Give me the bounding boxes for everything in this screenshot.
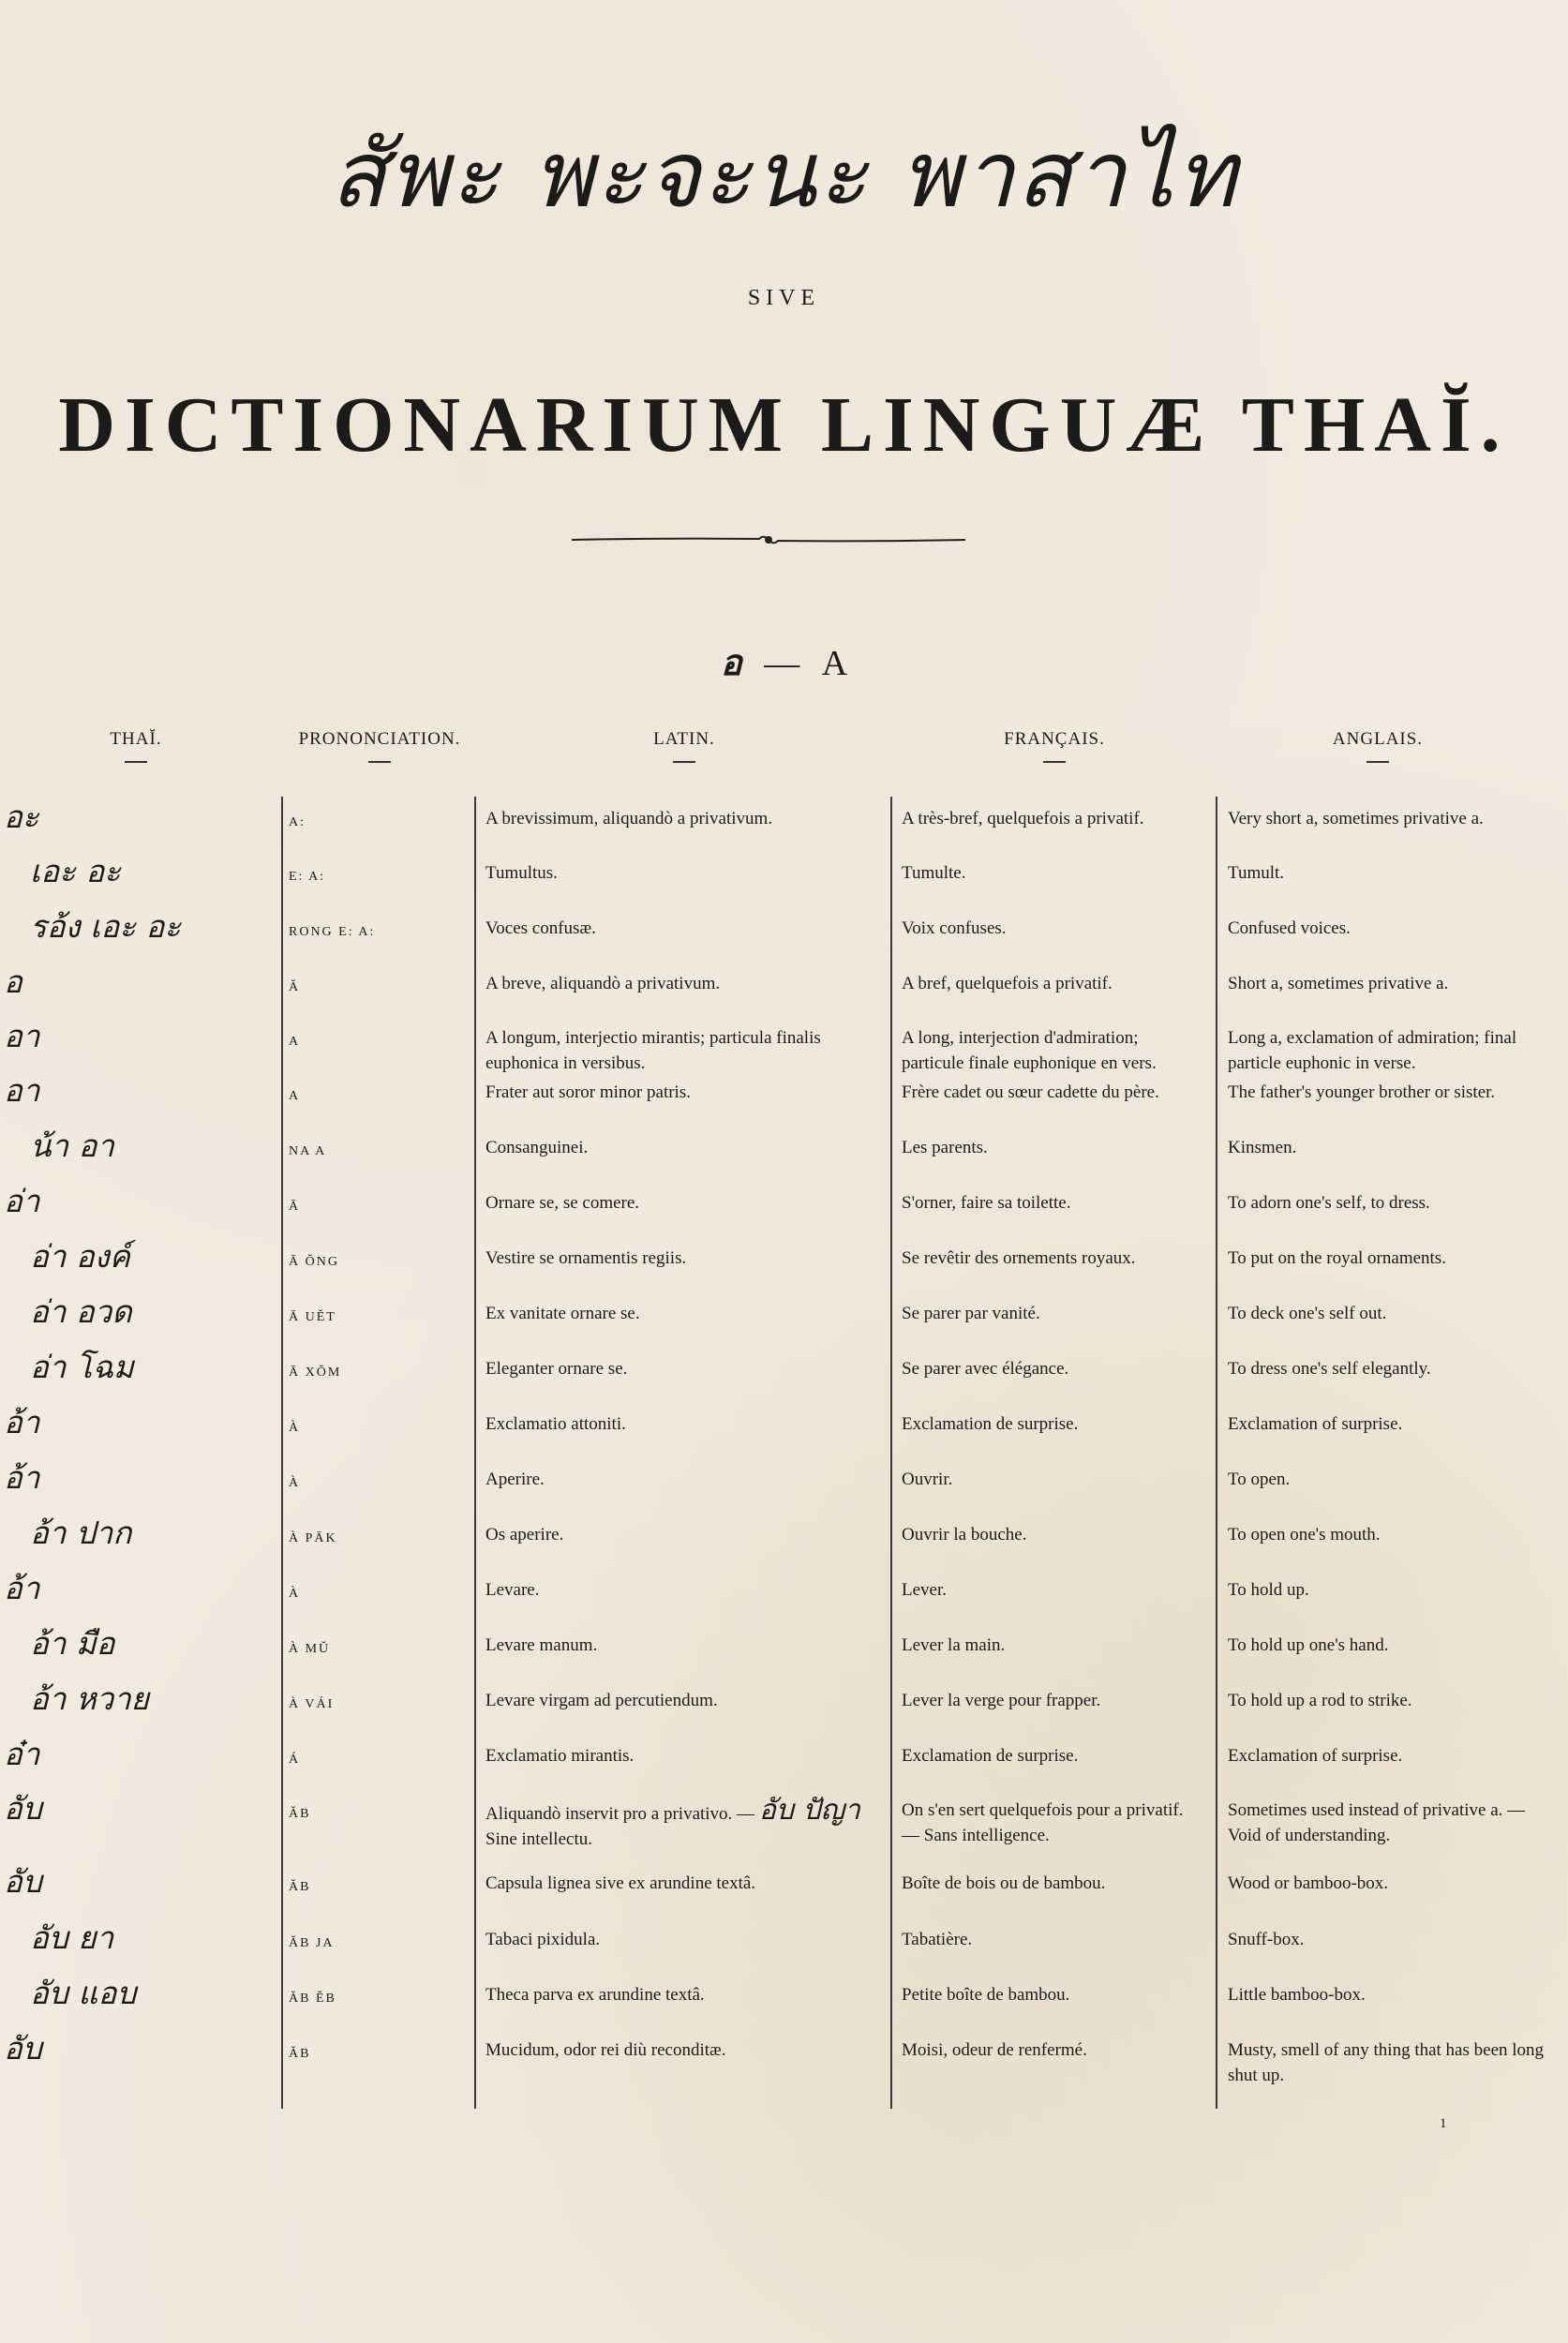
- column-rule: [281, 797, 283, 2109]
- entry-english: To open one's mouth.: [1228, 1525, 1381, 1545]
- entry-french: Exclamation de surprise.: [902, 1746, 1079, 1766]
- entry-pronunciation: À VÁI: [289, 1697, 335, 1711]
- entry-latin: Voces confusæ.: [485, 918, 596, 938]
- entry-english: Little bamboo-box.: [1228, 1985, 1366, 2005]
- entry-thai: อ้า: [4, 1404, 40, 1440]
- entry-french: Boîte de bois ou de bambou.: [902, 1873, 1106, 1893]
- entry-thai: อ่า องค์: [30, 1238, 130, 1275]
- entry-pronunciation: Ā ŎNG: [289, 1255, 339, 1269]
- entry-french: Voix confuses.: [902, 918, 1007, 938]
- entry-english: To hold up one's hand.: [1228, 1635, 1389, 1655]
- entry-french: On s'en sert quelquefois pour a privatif. — Sans intelligence.: [902, 1800, 1184, 1845]
- entry-english: Long a, exclamation of admiration; final particle euphonic in verse.: [1228, 1028, 1517, 1073]
- entry-pronunciation: Ā: [289, 1200, 301, 1214]
- entry-pronunciation: À MŬ: [289, 1642, 331, 1656]
- entry-pronunciation: À PĀK: [289, 1531, 337, 1545]
- entry-french: Petite boîte de bambou.: [902, 1985, 1070, 2005]
- section-letter-latin: A: [821, 644, 848, 683]
- entry-french: S'orner, faire sa toilette.: [902, 1193, 1071, 1213]
- entry-pronunciation: À: [289, 1476, 301, 1490]
- entry-pronunciation: A:: [289, 815, 306, 829]
- entry-latin: Mucidum, odor rei diù reconditæ.: [485, 2040, 726, 2060]
- entry-latin: Ex vanitate ornare se.: [485, 1304, 640, 1323]
- entry-pronunciation: À: [289, 1421, 301, 1435]
- entry-latin-text: Aliquandò inservit pro a privativo. —: [485, 1804, 755, 1824]
- entry-english: Sometimes used instead of privative a. — Void of understanding.: [1228, 1800, 1526, 1845]
- entry-french: Se revêtir des ornements royaux.: [902, 1248, 1136, 1268]
- column-header-thai: THAĬ.: [80, 729, 192, 763]
- entry-english: To dress one's self elegantly.: [1228, 1359, 1431, 1379]
- entry-english: Exclamation of surprise.: [1228, 1746, 1403, 1766]
- entry-pronunciation: NA A: [289, 1144, 327, 1158]
- entry-latin: Tumultus.: [485, 863, 558, 883]
- entry-thai: อับ: [4, 2030, 42, 2067]
- entry-thai: รอ้ง เอะ อะ: [30, 908, 182, 945]
- section-letter-separator: —: [764, 644, 800, 683]
- entry-latin: Consanguinei.: [485, 1138, 589, 1157]
- entry-english: To deck one's self out.: [1228, 1304, 1387, 1323]
- entry-french: Ouvrir.: [902, 1470, 953, 1489]
- entry-french: Les parents.: [902, 1138, 988, 1157]
- entry-pronunciation: A: [289, 1035, 301, 1049]
- entry-latin: Eleganter ornare se.: [485, 1359, 628, 1379]
- entry-french: Lever.: [902, 1580, 948, 1600]
- entry-french: Se parer par vanité.: [902, 1304, 1040, 1323]
- entry-english: The father's younger brother or sister.: [1228, 1082, 1496, 1102]
- entry-latin: A breve, aliquandò a privativum.: [485, 974, 721, 993]
- entry-english: To hold up.: [1228, 1580, 1309, 1600]
- ornament-divider: [572, 530, 965, 549]
- entry-thai: อะ: [4, 798, 39, 835]
- entry-latin: [485, 1794, 879, 1852]
- sive-label: SIVE: [747, 286, 821, 310]
- entry-pronunciation: ĂB ĔB: [289, 1992, 336, 2006]
- thai-title: สัพะ พะจะนะ พาสาไท: [330, 122, 1238, 229]
- entry-thai: เอะ อะ: [30, 853, 121, 889]
- entry-latin: Levare virgam ad percutiendum.: [485, 1691, 718, 1710]
- entry-latin: Levare manum.: [485, 1635, 598, 1655]
- section-letter-thai: อ: [720, 642, 742, 683]
- entry-latin: Frater aut soror minor patris.: [485, 1082, 691, 1102]
- entry-thai: อ้า: [4, 1570, 40, 1606]
- entry-thai: อ่า: [4, 1183, 40, 1219]
- entry-thai: อ้า ปาก: [30, 1515, 132, 1551]
- entry-thai: อ: [4, 963, 22, 1000]
- entry-thai: อ๋า: [4, 1736, 40, 1772]
- entry-thai: อ้า หวาย: [30, 1680, 149, 1717]
- column-header-french: FRANÇAIS.: [979, 729, 1129, 763]
- entry-english: Snuff-box.: [1228, 1930, 1305, 1949]
- main-title: DICTIONARIUM LINGUÆ THAĬ.: [58, 381, 1510, 469]
- entry-thai: อับ: [4, 1790, 42, 1827]
- entry-english: To adorn one's self, to dress.: [1228, 1193, 1430, 1213]
- entry-english: Wood or bamboo-box.: [1228, 1873, 1389, 1893]
- entry-french: Tumulte.: [902, 863, 966, 883]
- entry-english: Short a, sometimes privative a.: [1228, 974, 1449, 993]
- entry-pronunciation: Ā XŎM: [289, 1366, 342, 1380]
- entry-latin: A brevissimum, aliquandò a privativum.: [485, 809, 773, 828]
- entry-pronunciation: E: A:: [289, 870, 326, 884]
- entry-pronunciation: Ā UĔT: [289, 1310, 336, 1324]
- column-rule: [1216, 797, 1217, 2109]
- entry-latin: Vestire se ornamentis regiis.: [485, 1248, 687, 1268]
- entry-latin-tail: Sine intellectu.: [485, 1829, 592, 1849]
- column-header-pronunciation: PRONONCIATION.: [281, 729, 478, 763]
- entry-pronunciation: ĂB: [289, 2047, 311, 2061]
- entry-french: Lever la verge pour frapper.: [902, 1691, 1101, 1710]
- entry-french: Se parer avec élégance.: [902, 1359, 1069, 1379]
- entry-english: Confused voices.: [1228, 918, 1351, 938]
- entry-thai: อับ: [4, 1863, 42, 1900]
- entry-thai: อ่า อวด: [30, 1293, 132, 1330]
- entry-french: Ouvrir la bouche.: [902, 1525, 1027, 1545]
- entry-english: To open.: [1228, 1470, 1291, 1489]
- entry-french: Frère cadet ou sœur cadette du père.: [902, 1082, 1159, 1102]
- entry-pronunciation: Á: [289, 1753, 301, 1767]
- entry-french: Lever la main.: [902, 1635, 1006, 1655]
- entry-pronunciation: RONG E: A:: [289, 925, 376, 939]
- entry-thai: อ้า: [4, 1459, 40, 1496]
- entry-thai: อ้า มือ: [30, 1625, 115, 1662]
- entry-latin: Ornare se, se comere.: [485, 1193, 640, 1213]
- entry-english: Very short a, sometimes privative a.: [1228, 809, 1484, 828]
- entry-french: A très-bref, quelquefois a privatif.: [902, 809, 1144, 828]
- entry-pronunciation: À: [289, 1587, 301, 1601]
- column-rule: [890, 797, 892, 2109]
- entry-latin: Exclamatio mirantis.: [485, 1746, 635, 1766]
- entry-french: Exclamation de surprise.: [902, 1414, 1079, 1434]
- column-header-latin: LATIN.: [619, 729, 750, 763]
- entry-english: To put on the royal ornaments.: [1228, 1248, 1446, 1268]
- entry-pronunciation: A: [289, 1089, 301, 1103]
- entry-thai: อับ ยา: [30, 1919, 114, 1956]
- entry-thai: อา: [4, 1018, 40, 1054]
- entry-latin: Exclamatio attoniti.: [485, 1414, 626, 1434]
- page-number: 1: [1440, 2116, 1447, 2131]
- entry-english: Exclamation of surprise.: [1228, 1414, 1403, 1434]
- entry-english: To hold up a rod to strike.: [1228, 1691, 1412, 1710]
- entry-pronunciation: ĂB JA: [289, 1936, 335, 1950]
- entry-thai: อา: [4, 1072, 40, 1109]
- entry-pronunciation: ĂB: [289, 1807, 311, 1821]
- entry-pronunciation: ĂB: [289, 1880, 311, 1894]
- entry-english: Kinsmen.: [1228, 1138, 1297, 1157]
- entry-french: A bref, quelquefois a privatif.: [902, 974, 1113, 993]
- entry-latin: Os aperire.: [485, 1525, 564, 1545]
- column-header-english: ANGLAIS.: [1312, 729, 1443, 763]
- column-rule: [474, 797, 476, 2109]
- entry-english: Musty, smell of any thing that has been long shut up.: [1228, 2040, 1545, 2085]
- entry-latin: A longum, interjectio mirantis; particula finalis euphonica in versibus.: [485, 1028, 821, 1073]
- entry-french: Tabatière.: [902, 1930, 973, 1949]
- entry-latin: Levare.: [485, 1580, 540, 1600]
- entry-latin: Capsula lignea sive ex arundine textâ.: [485, 1873, 756, 1893]
- entry-pronunciation: Ă: [289, 980, 301, 994]
- entry-latin: Theca parva ex arundine textâ.: [485, 1985, 705, 2005]
- entry-english: Tumult.: [1228, 863, 1285, 883]
- entry-thai: น้า อา: [30, 1127, 114, 1164]
- entry-thai: อับ แอบ: [30, 1975, 137, 2011]
- entry-latin-thai: อับ ปัญา: [758, 1794, 860, 1827]
- entry-latin: Tabaci pixidula.: [485, 1930, 601, 1949]
- section-letter-heading: [0, 634, 1568, 691]
- entry-latin: Aperire.: [485, 1470, 545, 1489]
- entry-thai: อ่า โฉม: [30, 1349, 134, 1385]
- entry-french: Moisi, odeur de renfermé.: [902, 2040, 1087, 2060]
- entry-french: A long, interjection d'admiration; particule finale euphonique en vers.: [902, 1028, 1157, 1073]
